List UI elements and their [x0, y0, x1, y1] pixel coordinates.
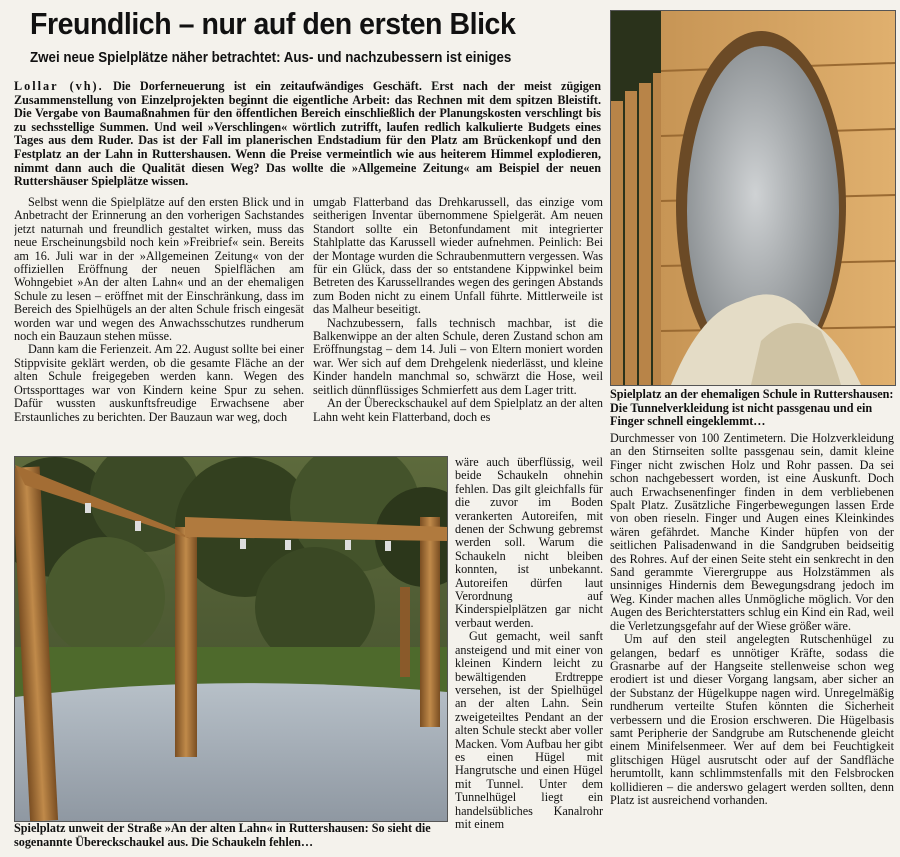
- body-paragraph: wäre auch überflüssig, weil beide Schaukeln ohnehin fehlen. Das gilt gleichfalls für die zuvor im Boden verankerten Autoreifen, mit denen der Schwung gebremst werden soll. Warum die Schaukeln nicht bleiben konnten, ist unbekannt. Autoreifen dürfen laut Verordnung auf Kinderspielplätzen gar nicht verbaut werden.: [455, 456, 603, 630]
- body-paragraph: Selbst wenn die Spielplätze auf den ersten Blick und in Anbetracht der Erinnerung an den vorherigen Sachstandes jetzt naturnah und freundlich gestaltet wirken, muss das neue Erscheinungsbild noch kein »Freibrief« sein. Bereits am 16. Juli war in der »Allgemeinen Zeitung« von der offiziellen Eröffnung der neuen Spielflächen am Wohngebiet »An der alten Lahn« und an der ehemaligen Schule zu lesen – eröffnet mit der Einschränkung, dass im Bereich des Spielhügels an der alten Schule frisch eingesät worden war und wegen des Anwachsschutzes rundherum noch ein Bauzaun stehen müsse.: [14, 196, 304, 344]
- body-paragraph: Dann kam die Ferienzeit. Am 22. August sollte bei einer Stippvisite geklärt werden, ob die gesamte Fläche an der alten Schule freigegeben werden kann. Wegen des Ortssporttages war von Kindern keine Spur zu sehen. Dafür wussten auskunftsfreudige Erwachsene aber Erstaunliches zu berichten. Der Bauzaun war weg, doch: [14, 342, 304, 424]
- photo-caption-tunnel: Spielplatz an der ehemaligen Schule in Ruttershausen: Die Tunnelverkleidung ist nicht passgenau und ein Finger schnell eingeklemmt…: [610, 387, 894, 429]
- headline: Freundlich – nur auf den ersten Blick: [30, 6, 516, 41]
- body-paragraph: An der Übereckschaukel auf dem Spielplatz an der alten Lahn weht kein Flatterband, doch es: [313, 396, 603, 424]
- body-paragraph: Nachzubessern, falls technisch machbar, ist die Balkenwippe an der alten Schule, deren Zustand schon am Eröffnungstag – dem 14. Juli – von Eltern moniert worden war. Wer sich auf dem Drehgelenk niederlässt, und kleine Kinder handeln manchmal so, schwärzt die Hose, weil seitlich dünnflüssiges Schmierfett aus dem Lager tritt.: [313, 315, 603, 397]
- body-column-2: [313, 196, 603, 456]
- body-column-2-narrow: [455, 456, 603, 851]
- body-paragraph: umgab Flatterband das Drehkarussell, das einzige vom seitherigen Inventar übernommene Spielgerät. Am neuen Standort sollte ein Betonfundament mit integrierter Stahlplatte das Karussell wieder aufnehmen. Peinlich: Bei der Montage wurden die Schraubenmuttern vergessen. Was für ein Glück, dass der so entstandene Kippwinkel beim Betreten des Karussellrandes wegen des geringen Abstands zum Boden nicht zu einem Unfall führte. Mittlerweile ist das Malheur beseitigt.: [313, 196, 603, 317]
- lead-text: Die Dorferneuerung ist ein zeitaufwändiges Geschäft. Erst nach der meist zügigen Zusammenstellung von Einzelprojekten beginnt die eigentliche Arbeit: das Rechnen mit dem spitzen Bleistift. Die Vergabe von Baumaßnahmen für den öffentlichen Bereich einschließlich der Planungskosten verschlingt bis zu sechsstellige Summen. Und weil »Verschlingen« wörtlich zutrifft, laufen redlich kalkulierte Budgets eines Tages aus dem Ruder. Das ist der Fall im planerischen Endstadium für den Platz am Brückenkopf und den Festplatz an der Lahn in Ruttershausen. Wenn die Preise vermeintlich wie aus heiterem Himmel explodieren, nimmt dann auch die Qualität diesen Weg? Das wollte die »Allgemeine Zeitung« am Beispiel der neuen Ruttershäuser Spielplätze wissen.: [14, 79, 601, 189]
- body-paragraph: Durchmesser von 100 Zentimetern. Die Holzverkleidung an den Stirnseiten sollte passgenau sein, damit kleine Finger nicht zwischen Holz und Rohr passen. Da sei schon nachgebessert worden, ist eine Auskunft. Doch auch Erwachsenenfinger finden in dem verbliebenen Spalt Platz. Zusätzliche Fingerbewegungen lassen Erde von oben rieseln. Finger und Augen eines Kleinkindes wären gefährdet. Manche Kinder hüpfen von der seitlichen Palisadenwand in die Sandgruben beidseitig des Rohres. Auf der einen Seite steht ein senkrecht in den Sand gerammte Vierergruppe aus Holzstämmen als unsinniges Hindernis dem Bewegungsdrang jedoch im Weg. Kinder machen alles Unmögliche möglich. Vor den Augen des Berichterstatters schlug ein Kind ein Rad, weil die Verletzungsgefahr auf der Wiese größer wäre.: [610, 432, 894, 633]
- subheadline: Zwei neue Spielplätze näher betrachtet: Aus- und nachzubessern ist einiges: [30, 50, 512, 66]
- tunnel-photo: [610, 10, 896, 386]
- lead-paragraph: [14, 80, 601, 189]
- body-paragraph: Gut gemacht, weil sanft ansteigend und mit einer von kleinen Kindern leicht zu bewältigenden Erdtreppe versehen, ist der Spielhügel an der alten Lahn. Sein zweigeteiltes Pendant an der alten Schule steckt aber voller Macken. Vom Aufbau her gibt es einen Hügel mit Hangrutsche und einen Hügel mit Tunnel. Unter dem Tunnelhügel liegt ein handelsübliches Kanalrohr mit einem: [455, 629, 603, 831]
- body-column-1: [14, 196, 304, 446]
- dateline: Lollar (vh).: [14, 79, 104, 93]
- tunnel-photo-illustration: [611, 11, 895, 385]
- swing-photo-illustration: [15, 457, 447, 821]
- photo-caption-swing: Spielplatz unweit der Straße »An der alten Lahn« in Ruttershausen: So sieht die sogenannte Übereckschaukel aus. Die Schaukeln fehlen…: [14, 821, 431, 849]
- body-paragraph: Um auf den steil angelegten Rutschenhügel zu gelangen, bedarf es unnötiger Kräfte, sodass die Grasnarbe auf der Hangseite stellenweise schon weg erodiert ist und dieser Vorgang langsam, aber sicher an der Substanz der Hügelkuppe nagen wird. Unregelmäßig rundherum verteilte Stufen könnten die Sicherheit verbessern und die Erosion erschweren. Die Hügelbasis samt Peripherie der Sandgrube am Rutschenende gleicht einem Minifelsenmeer. Wer auf dem bei Feuchtigkeit glitschigen Hügel ausrutscht oder auf der Sandfläche herumtollt, kann schlimmstenfalls mit den Felsbrocken kollidieren – die anderswo gelagert werden sollten, denn Platz ist ausreichend vorhanden.: [610, 632, 894, 807]
- body-column-3: [610, 432, 894, 852]
- swing-photo: [14, 456, 448, 822]
